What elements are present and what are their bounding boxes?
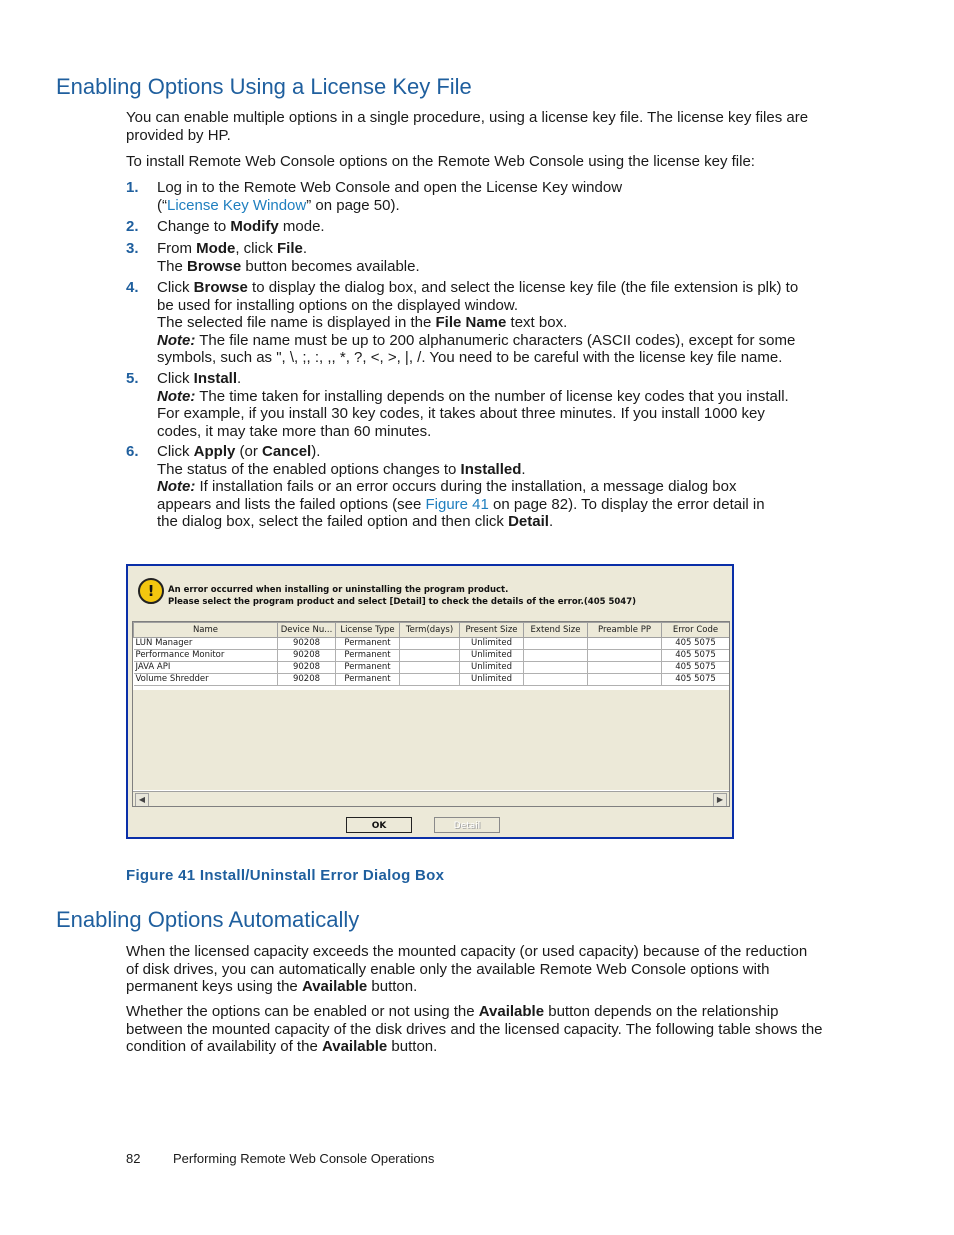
table-cell: 405 5075	[662, 638, 730, 650]
step-text: text box.	[506, 314, 568, 331]
ui-term-available: Available	[301, 978, 368, 995]
step-text: The status of the enabled options changes to	[157, 460, 461, 478]
table-cell	[524, 662, 588, 674]
automatic-paragraph-2	[126, 1003, 846, 1056]
failed-options-table[interactable]	[132, 621, 730, 807]
footer-chapter-title: Performing Remote Web Console Operations	[173, 1151, 435, 1166]
step-number: 2.	[126, 218, 139, 235]
step-3	[126, 240, 816, 275]
step-number: 5.	[126, 370, 139, 387]
step-text: to display the dialog box, and select the license key file (the file extension is plk) to	[247, 279, 799, 296]
step-text: be used for installing options on the displayed window.	[157, 296, 519, 314]
note-label: Note:	[157, 331, 196, 349]
step-2	[126, 218, 816, 236]
step-text: .	[521, 460, 526, 478]
table-cell	[400, 674, 460, 686]
table-cell: 405 5075	[662, 650, 730, 662]
ui-term-available: Available	[478, 1003, 545, 1020]
paragraph-line: button.	[387, 1038, 438, 1055]
intro-line: You can enable multiple options in a single procedure, using a license key file. The license key files are	[126, 109, 809, 126]
step-number: 6.	[126, 443, 139, 460]
step-text: .	[237, 370, 242, 387]
step-number: 1.	[126, 179, 139, 196]
detail-button[interactable]: Detail	[434, 817, 500, 833]
ok-button[interactable]: OK	[346, 817, 412, 833]
note-text: codes, it may take more than 60 minutes.	[157, 422, 432, 440]
step-1	[126, 179, 816, 214]
note-text: on page 82). To display the error detail in	[488, 495, 765, 513]
note-text: The time taken for installing depends on the number of license key codes that you install.	[195, 387, 789, 405]
table-cell: Unlimited	[460, 638, 524, 650]
note-label: Note:	[157, 478, 196, 495]
lead-paragraph: To install Remote Web Console options on the Remote Web Console using the license key file:	[126, 153, 755, 170]
warning-icon: !	[138, 578, 164, 604]
table-cell: Volume Shredder	[134, 674, 278, 686]
column-header[interactable]: Preamble PP	[588, 623, 662, 638]
scroll-right-icon[interactable]: ▶	[713, 793, 727, 807]
table-cell	[524, 674, 588, 686]
table-cell	[588, 662, 662, 674]
ui-term-modify: Modify	[230, 218, 279, 235]
table-cell: Unlimited	[460, 674, 524, 686]
table-row[interactable]	[134, 650, 730, 662]
step-text: Click	[157, 279, 194, 296]
note-label: Note:	[157, 387, 196, 405]
table-cell	[588, 674, 662, 686]
table-cell	[400, 638, 460, 650]
note-text: the dialog box, select the failed option and then click	[157, 513, 509, 530]
error-message-line: An error occurred when installing or uninstalling the program product.	[168, 585, 509, 595]
column-header[interactable]: Present Size	[460, 623, 524, 638]
column-header[interactable]: Name	[134, 623, 278, 638]
section-heading-license-key-file: Enabling Options Using a License Key File	[56, 74, 472, 99]
intro-line: provided by HP.	[126, 126, 231, 144]
table-cell	[400, 662, 460, 674]
step-text: Click	[157, 370, 194, 387]
table-cell: Permanent	[336, 662, 400, 674]
table-cell: 90208	[278, 674, 336, 686]
step-number: 3.	[126, 240, 139, 257]
paragraph-line: button depends on the relationship	[544, 1003, 779, 1020]
ui-term-mode: Mode	[196, 240, 236, 257]
table-cell: LUN Manager	[134, 638, 278, 650]
step-text: button becomes available.	[241, 257, 420, 275]
ui-term-file: File	[277, 240, 303, 257]
table-cell: JAVA API	[134, 662, 278, 674]
step-number: 4.	[126, 279, 139, 296]
ui-term-apply: Apply	[193, 443, 236, 460]
step-text: , click	[235, 240, 278, 257]
step-text: The selected file name is displayed in the	[157, 314, 436, 331]
step-text: .	[302, 240, 308, 257]
table-row[interactable]	[134, 674, 730, 686]
column-header[interactable]: Error Code	[662, 623, 730, 638]
table-header-row	[134, 623, 730, 638]
table-cell: Unlimited	[460, 650, 524, 662]
ui-term-detail: Detail	[508, 513, 549, 530]
step-text: ).	[311, 443, 321, 460]
table-cell: 405 5075	[662, 662, 730, 674]
step-text: Click	[157, 443, 194, 460]
error-message-line: Please select the program product and select [Detail] to check the details of the error.(405 5047)	[168, 597, 637, 607]
note-text: If installation fails or an error occurs during the installation, a message dialog box	[195, 478, 737, 495]
paragraph-line: between the mounted capacity of the disk drives and the licensed capacity. The following table shows the	[126, 1020, 823, 1038]
table-cell: 90208	[278, 662, 336, 674]
table-cell	[400, 650, 460, 662]
step-4	[126, 279, 816, 367]
error-dialog	[126, 564, 734, 839]
table-cell: Permanent	[336, 638, 400, 650]
paragraph-line: condition of availability of the	[126, 1038, 322, 1055]
column-header[interactable]: License Type	[336, 623, 400, 638]
horizontal-scrollbar[interactable]	[133, 791, 729, 806]
step-text: ” on page 50).	[306, 196, 400, 214]
note-text: For example, if you install 30 key codes, it takes about three minutes. If you install 1000 key	[157, 405, 765, 422]
table-row[interactable]	[134, 638, 730, 650]
automatic-paragraph-1	[126, 943, 836, 996]
step-text: (“	[157, 196, 167, 214]
table-cell: 405 5075	[662, 674, 730, 686]
ui-term-cancel: Cancel	[262, 443, 312, 460]
table-cell	[524, 638, 588, 650]
paragraph-line: permanent keys using the	[126, 978, 302, 995]
step-text: Log in to the Remote Web Console and open the License Key window	[157, 179, 623, 196]
table-cell	[588, 650, 662, 662]
ui-term-installed: Installed	[460, 460, 522, 478]
step-text: Change to	[157, 218, 231, 235]
step-text: mode.	[278, 218, 325, 235]
table-cell: Unlimited	[460, 662, 524, 674]
ui-term-install: Install	[193, 370, 238, 387]
table-row[interactable]	[134, 662, 730, 674]
intro-paragraph	[126, 109, 836, 144]
step-6	[126, 443, 816, 531]
page-number: 82	[126, 1151, 141, 1166]
step-5	[126, 370, 816, 440]
table-cell: 90208	[278, 650, 336, 662]
ui-term-file-name: File Name	[435, 314, 507, 331]
column-header[interactable]: Term(days)	[400, 623, 460, 638]
table-cell	[524, 650, 588, 662]
link-figure-41[interactable]: Figure 41	[425, 495, 489, 513]
note-text: appears and lists the failed options (see	[157, 495, 426, 513]
note-text: .	[548, 513, 554, 530]
section-heading-automatic: Enabling Options Automatically	[56, 907, 360, 932]
step-text: The	[157, 257, 188, 275]
ui-term-available: Available	[321, 1038, 388, 1055]
error-message	[168, 584, 636, 608]
figure-caption: Figure 41 Install/Uninstall Error Dialog Box	[126, 867, 445, 884]
table-cell: 90208	[278, 638, 336, 650]
ui-term-browse: Browse	[193, 279, 248, 296]
table-cell: Permanent	[336, 674, 400, 686]
link-license-key-window[interactable]: License Key Window	[167, 196, 307, 214]
column-header[interactable]: Extend Size	[524, 623, 588, 638]
paragraph-line: When the licensed capacity exceeds the mounted capacity (or used capacity) because of the reduction	[126, 943, 808, 960]
paragraph-line: Whether the options can be enabled or not using the	[126, 1003, 479, 1020]
ui-term-browse: Browse	[187, 257, 242, 275]
table-empty-area	[133, 690, 729, 790]
table-cell: Performance Monitor	[134, 650, 278, 662]
column-header[interactable]: Device Nu...	[278, 623, 336, 638]
step-text: (or	[235, 443, 263, 460]
table-cell	[588, 638, 662, 650]
table-cell: Permanent	[336, 650, 400, 662]
paragraph-line: button.	[367, 978, 418, 995]
paragraph-line: of disk drives, you can automatically enable only the available Remote Web Console options with	[126, 960, 770, 978]
note-text: The file name must be up to 200 alphanumeric characters (ASCII codes), except for some	[195, 331, 796, 349]
note-text: symbols, such as ", \, ;, :, ,, *, ?, <, >, |, /. You need to be careful with the license key file name.	[157, 349, 783, 366]
step-text: From	[157, 240, 197, 257]
scroll-left-icon[interactable]: ◀	[135, 793, 149, 807]
